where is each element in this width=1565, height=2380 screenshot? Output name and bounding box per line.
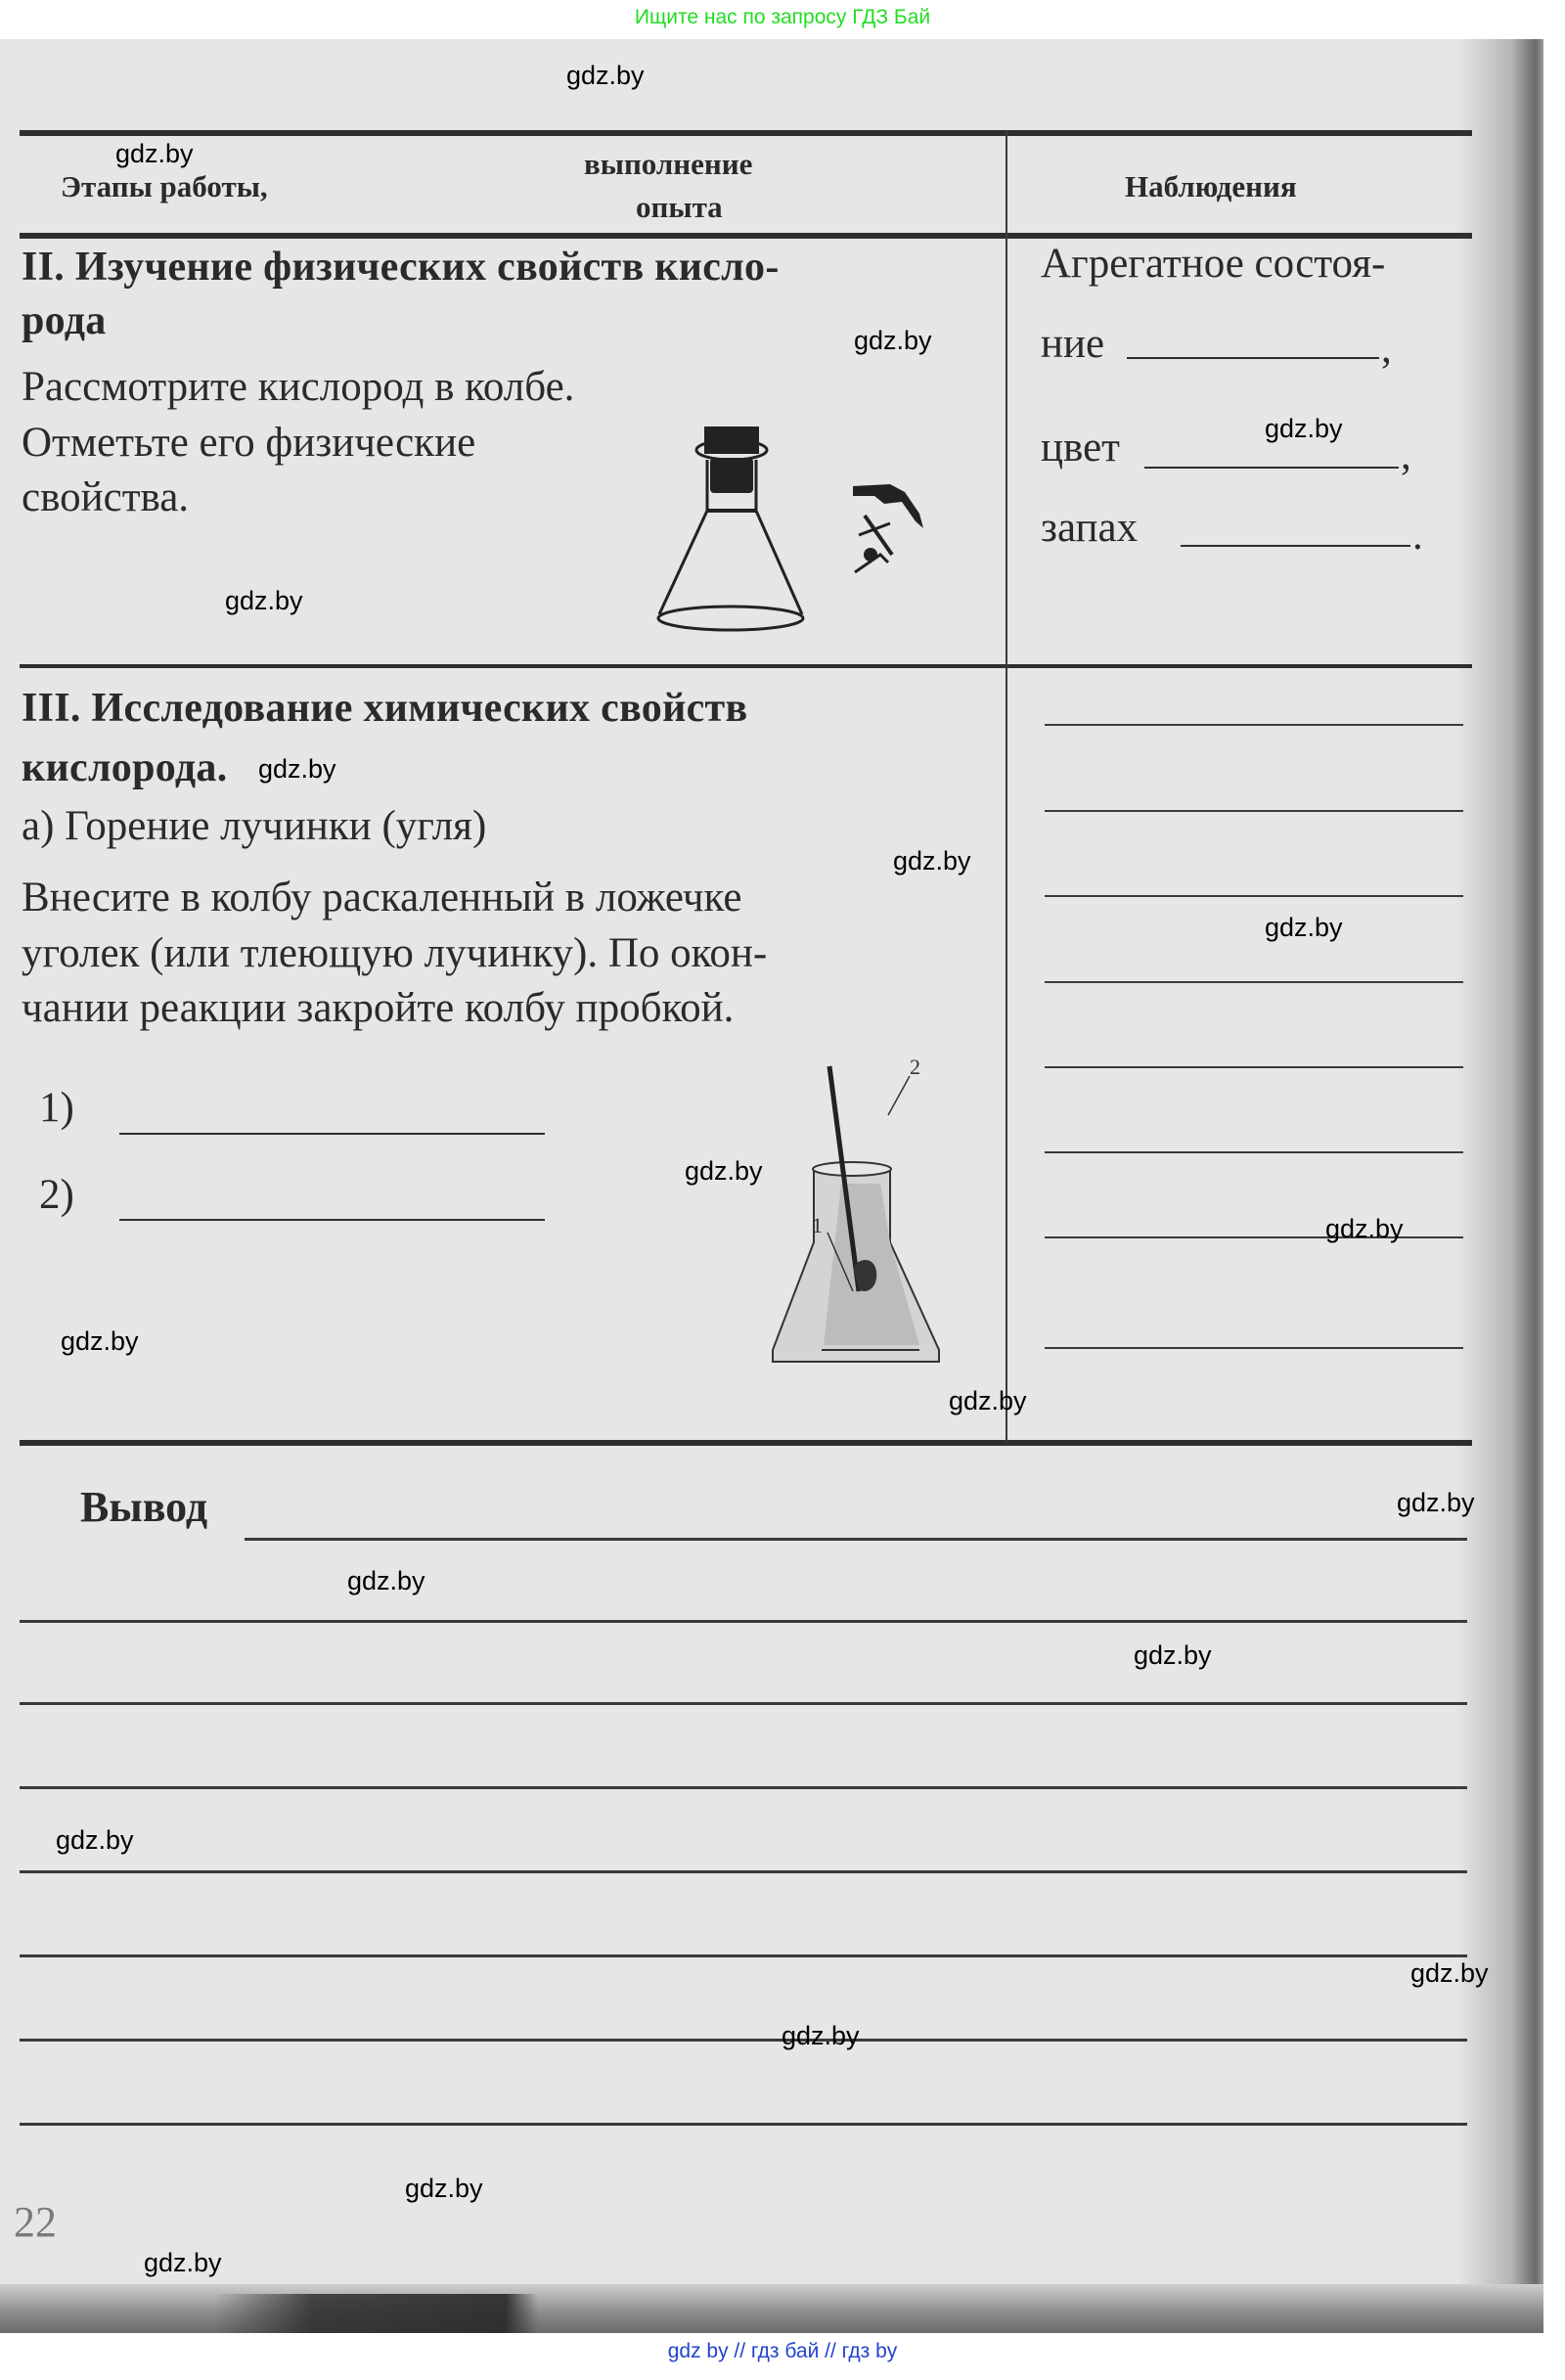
smell-period: . [1412,513,1423,559]
observation-aggregate-label: ние [1041,321,1105,367]
label-1: 1 [812,1213,823,1237]
watermark: gdz.by [566,61,645,90]
header-execution-line2: опыта [636,190,723,224]
answer-label-1: 1) [39,1085,74,1131]
section3-title-line1: III. Исследование химических свойств [22,686,748,731]
observation-smell-label: запах [1041,505,1139,551]
observation-line[interactable] [1045,1066,1463,1068]
eye-and-hand-icon [851,484,929,582]
conclusion-line-8[interactable] [20,2123,1467,2126]
conclusion-line-3[interactable] [20,1702,1467,1705]
watermark: gdz.by [347,1566,425,1595]
watermark: gdz.by [949,1386,1027,1415]
stoppered-flask-icon [655,421,822,636]
column-divider [1006,130,1007,1443]
header-execution-line1: выполнение [584,147,753,181]
section-divider-rule [20,664,1472,668]
watermark: gdz.by [258,754,336,784]
conclusion-line-5[interactable] [20,1870,1467,1873]
conclusion-line-2[interactable] [20,1620,1467,1623]
label-2: 2 [910,1055,920,1079]
answer-field-1[interactable] [119,1098,545,1135]
section3-instruction-line1: Внесите в колбу раскаленный в ложечке [22,875,742,921]
watermark: gdz.by [1265,414,1343,443]
watermark: gdz.by [144,2248,222,2277]
section2-title-line2: рода [22,298,107,343]
observation-aggregate-line1: Агрегатное состоя- [1041,241,1386,287]
watermark: gdz.by [1397,1488,1475,1517]
watermark: gdz.by [61,1326,139,1356]
conclusion-label: Вывод [80,1483,208,1531]
header-observations: Наблюдения [1125,169,1297,203]
aggregate-state-field[interactable] [1127,322,1379,359]
observation-color-label: цвет [1041,425,1120,471]
watermark: gdz.by [1410,1958,1489,1988]
color-comma: , [1401,432,1411,478]
section2-instruction-line1: Рассмотрите кислород в колбе. [22,364,575,410]
watermark: gdz.by [405,2174,483,2203]
header-stages: Этапы работы, [61,169,268,203]
watermark: gdz.by [782,2021,860,2050]
footer-links[interactable]: gdz by // гдз бай // гдз by [667,2340,898,2362]
table-top-rule [20,130,1472,136]
watermark: gdz.by [1325,1214,1404,1243]
observation-line[interactable] [1045,895,1463,897]
watermark: gdz.by [115,139,194,168]
section3-instruction-line2: уголек (или тлеющую лучинку). По окон- [22,930,768,976]
header-bottom-rule [20,233,1472,239]
conclusion-line-6[interactable] [20,1954,1467,1957]
section3-title-line2: кислорода. [22,745,228,790]
page-number: 22 [14,2198,57,2246]
conclusion-line-4[interactable] [20,1786,1467,1789]
watermark: gdz.by [854,326,932,355]
aggregate-comma: , [1381,326,1392,372]
section2-instruction-line2: Отметьте его физические [22,420,476,466]
observation-line[interactable] [1045,981,1463,983]
watermark: gdz.by [1265,913,1343,942]
section3-instruction-line3: чании реакции закройте колбу пробкой. [22,985,735,1031]
watermark: gdz.by [893,846,971,876]
observation-line[interactable] [1045,810,1463,812]
watermark: gdz.by [56,1825,134,1855]
observation-line[interactable] [1045,724,1463,726]
flask-with-spoon-icon [743,1056,968,1379]
observation-line[interactable] [1045,1151,1463,1153]
conclusion-line-1[interactable] [245,1538,1467,1541]
section3-subtitle: а) Горение лучинки (угля) [22,803,487,849]
watermark: gdz.by [225,586,303,615]
table-bottom-rule [20,1440,1472,1446]
answer-label-2: 2) [39,1172,74,1218]
observation-line[interactable] [1045,1347,1463,1349]
page-bottom-shadow [215,2294,538,2333]
section2-instruction-line3: свойства. [22,474,190,520]
top-banner: Ищите нас по запросу ГДЗ Бай [634,6,931,28]
answer-field-2[interactable] [119,1184,545,1221]
section2-title-line1: II. Изучение физических свойств кисло- [22,245,780,290]
watermark: gdz.by [1134,1640,1212,1670]
watermark: gdz.by [685,1156,763,1186]
smell-field[interactable] [1181,510,1410,547]
conclusion-line-7[interactable] [20,2039,1467,2042]
